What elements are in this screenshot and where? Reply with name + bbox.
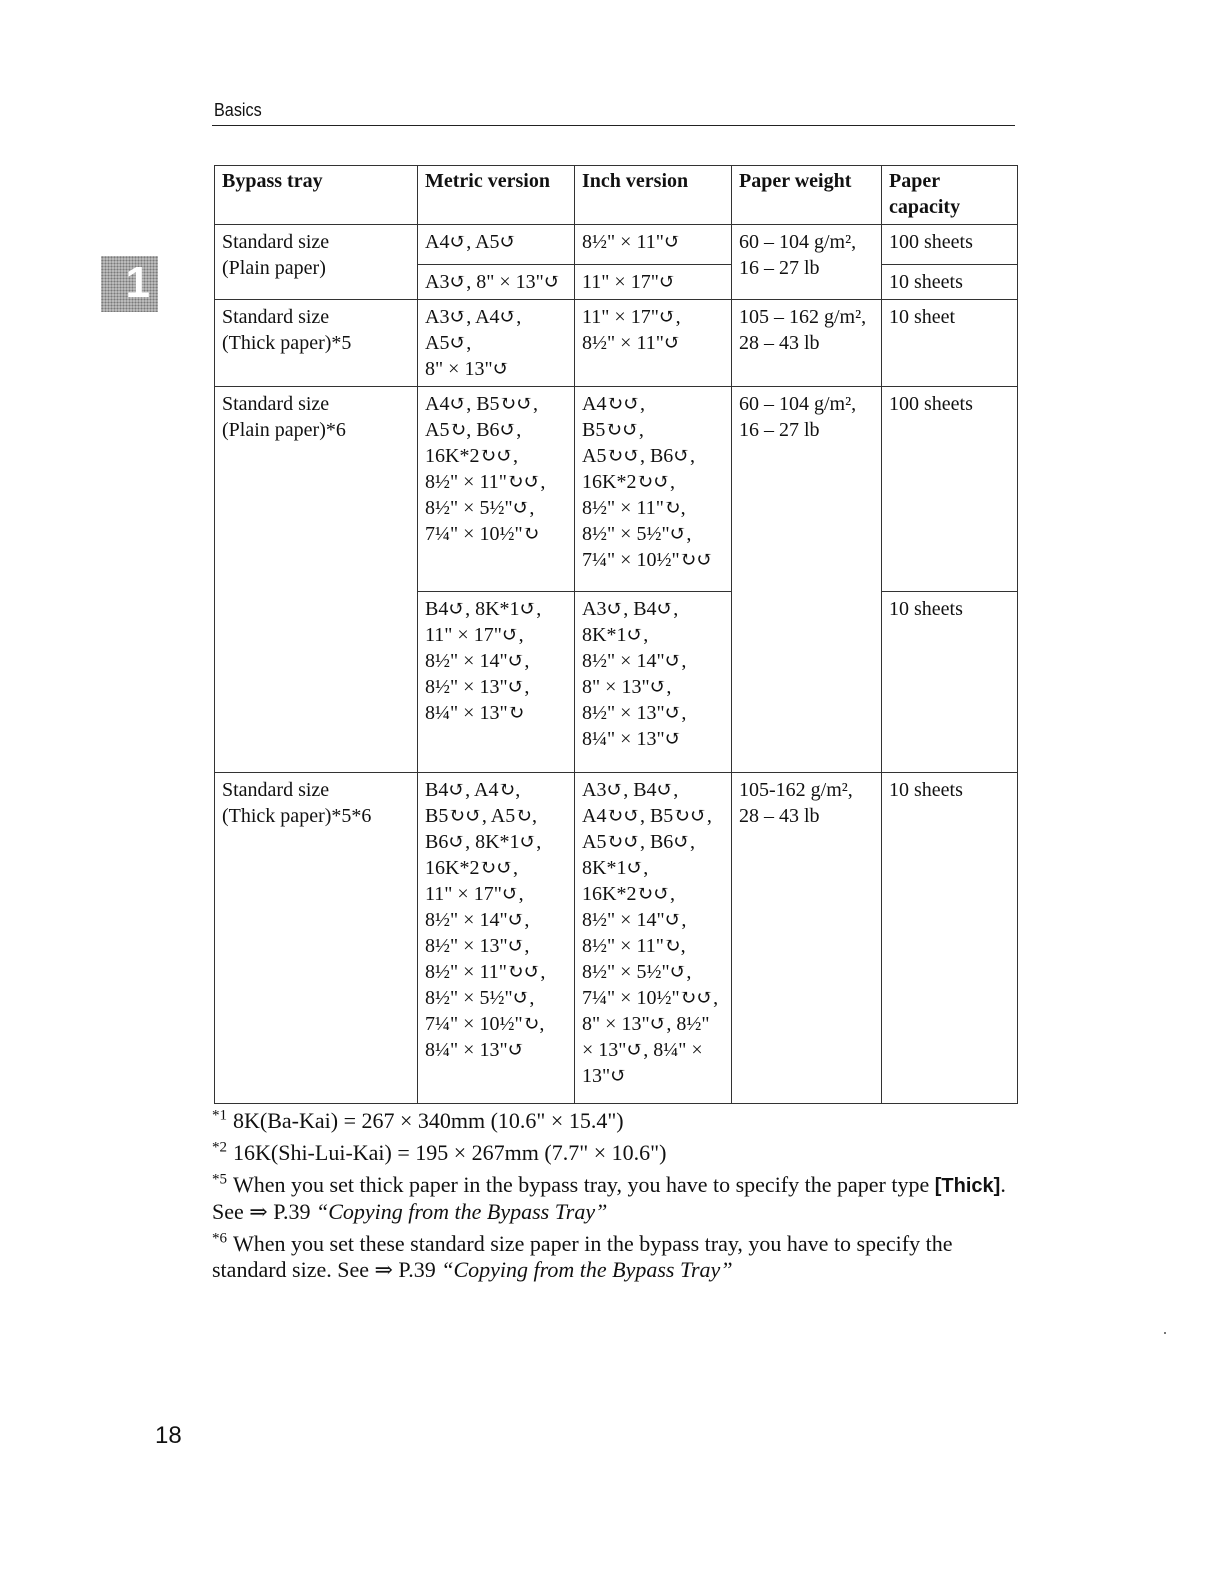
- cell-line: 8½" × 14"↺,: [425, 909, 530, 931]
- metric-cell: [418, 773, 575, 1104]
- cell-line: A3↺, B4↺,: [582, 779, 679, 801]
- cell-line: 8K*1↺,: [582, 624, 649, 646]
- footnote-marker: *6: [212, 1230, 227, 1247]
- cell-line: (Thick paper)*5*6: [222, 805, 372, 827]
- footnote-text: 16K(Shi-Lui-Kai) = 195 × 267mm (7.7" × 10.6"): [233, 1140, 667, 1165]
- cell-line: 11" × 17"↺,: [582, 306, 681, 328]
- inch-cell: [575, 387, 732, 592]
- footnote-text: . See ⇒ P.39: [212, 1172, 1006, 1224]
- cell-line: 16K*2↻↺,: [582, 471, 675, 493]
- cell-line: 7¼" × 10½"↻: [425, 523, 540, 545]
- cell-line: 10 sheets: [889, 271, 963, 293]
- cell-line: 8½" × 5½"↺,: [582, 961, 692, 983]
- cell-line: × 13"↺, 8¼" ×: [582, 1039, 703, 1061]
- cell-line: 16K*2↻↺,: [582, 883, 675, 905]
- cell-line: 11" × 17"↺: [582, 271, 676, 293]
- cell-line: 8½" × 14"↺,: [425, 650, 530, 672]
- header-cell: Paper weight: [732, 166, 882, 225]
- chapter-tab: [101, 256, 158, 312]
- footnote-text: When you set thick paper in the bypass tray, you have to specify the paper type: [233, 1172, 935, 1197]
- cell-line: 105 – 162 g/m²,: [739, 306, 867, 328]
- cell-line: B5↻↺,: [582, 419, 644, 441]
- cell-line: 8" × 13"↺, 8½": [582, 1013, 710, 1035]
- header-cell: Metric version: [418, 166, 575, 225]
- header-rule: [212, 125, 1015, 126]
- running-header: Basics: [214, 100, 262, 120]
- cell-line: 8K*1↺,: [582, 857, 649, 879]
- cell-line: 8¼" × 13"↻: [425, 702, 525, 724]
- tray-cell: [215, 387, 418, 773]
- weight-cell: [732, 773, 882, 1104]
- metric-cell: [418, 300, 575, 387]
- metric-cell: [418, 265, 575, 300]
- cell-line: 7¼" × 10½"↻↺,: [582, 987, 719, 1009]
- cross-reference: “Copying from the Bypass Tray”: [441, 1257, 733, 1282]
- cell-line: 13"↺: [582, 1065, 627, 1087]
- cell-line: 10 sheet: [889, 306, 956, 328]
- inch-cell: [575, 592, 732, 773]
- footnote-marker: *5: [212, 1171, 227, 1188]
- cell-line: 8½" × 11"↻↺,: [425, 961, 546, 983]
- cell-line: 100 sheets: [889, 393, 973, 415]
- footnote: [212, 1108, 1015, 1134]
- cell-line: A5↻, B6↺,: [425, 419, 522, 441]
- cell-line: 8½" × 14"↺,: [582, 650, 687, 672]
- cell-line: 11" × 17"↺,: [425, 883, 524, 905]
- cell-line: 8½" × 11"↺: [582, 332, 681, 354]
- cell-line: A4↺, B5↻↺,: [425, 393, 539, 415]
- weight-cell: [732, 225, 882, 300]
- cell-line: 60 – 104 g/m²,: [739, 393, 857, 415]
- weight-cell: [732, 300, 882, 387]
- cell-line: 8½" × 13"↺,: [425, 676, 530, 698]
- table-row: [215, 773, 1018, 1104]
- cell-line: A5↺,: [425, 332, 472, 354]
- cell-line: A4↻↺, B5↻↺,: [582, 805, 712, 827]
- cell-line: 16 – 27 lb: [739, 419, 820, 441]
- cell-line: A3↺, A4↺,: [425, 306, 522, 328]
- table-row: [215, 225, 1018, 265]
- inch-cell: [575, 300, 732, 387]
- cell-line: 28 – 43 lb: [739, 332, 820, 354]
- footnotes: [212, 1108, 1015, 1289]
- weight-cell: [732, 387, 882, 773]
- capacity-cell: [882, 592, 1018, 773]
- metric-cell: [418, 387, 575, 592]
- inch-cell: [575, 265, 732, 300]
- header-cell: Bypass tray: [215, 166, 418, 225]
- cell-line: (Thick paper)*5: [222, 332, 352, 354]
- footnote-marker: *1: [212, 1107, 227, 1124]
- cell-line: 28 – 43 lb: [739, 805, 820, 827]
- footnote: [212, 1172, 1015, 1225]
- footnote-text: When you set these standard size paper in the bypass tray, you have to specify the standard size. See ⇒ P.39: [212, 1231, 953, 1282]
- cell-line: 16K*2↻↺,: [425, 857, 518, 879]
- cell-line: (Plain paper)*6: [222, 419, 346, 441]
- cell-line: 8½" × 5½"↺,: [425, 497, 535, 519]
- cross-reference: “Copying from the Bypass Tray”: [316, 1199, 608, 1224]
- tray-cell: [215, 773, 418, 1104]
- header-cell: Inch version: [575, 166, 732, 225]
- cell-line: Standard size: [222, 306, 330, 328]
- capacity-cell: [882, 387, 1018, 592]
- cell-line: Standard size: [222, 231, 330, 253]
- cell-line: 7¼" × 10½"↻,: [425, 1013, 545, 1035]
- cell-line: 8½" × 11"↺: [582, 231, 681, 253]
- cell-line: (Plain paper): [222, 257, 326, 279]
- thick-key-label: [Thick]: [934, 1175, 1001, 1197]
- bypass-tray-table: [214, 165, 1018, 1104]
- cell-line: 10 sheets: [889, 779, 963, 801]
- scan-speck: [1164, 1332, 1166, 1334]
- chapter-number: 1: [125, 258, 150, 307]
- cell-line: B6↺, 8K*1↺,: [425, 831, 542, 853]
- cell-line: A3↺, 8" × 13"↺: [425, 271, 561, 293]
- capacity-cell: [882, 773, 1018, 1104]
- cell-line: B5↻↺, A5↻,: [425, 805, 537, 827]
- cell-line: 100 sheets: [889, 231, 973, 253]
- metric-cell: [418, 592, 575, 773]
- cell-line: 8¼" × 13"↺: [582, 728, 682, 750]
- cell-line: 105-162 g/m²,: [739, 779, 853, 801]
- cell-line: 8½" × 11"↻,: [582, 497, 686, 519]
- tray-cell: [215, 225, 418, 300]
- tray-cell: [215, 300, 418, 387]
- cell-line: 7¼" × 10½"↻↺: [582, 549, 714, 571]
- cell-line: 8½" × 5½"↺,: [425, 987, 535, 1009]
- table-header-row: [215, 166, 1018, 225]
- footnote-text: 8K(Ba-Kai) = 267 × 340mm (10.6" × 15.4"): [233, 1108, 624, 1133]
- cell-line: A4↺, A5↺: [425, 231, 517, 253]
- cell-line: 8½" × 13"↺,: [425, 935, 530, 957]
- cell-line: 8½" × 5½"↺,: [582, 523, 692, 545]
- capacity-cell: [882, 300, 1018, 387]
- cell-line: A4↻↺,: [582, 393, 645, 415]
- cell-line: A5↻↺, B6↺,: [582, 445, 696, 467]
- cell-line: B4↺, A4↻,: [425, 779, 521, 801]
- header-cell: Paper capacity: [882, 166, 1018, 225]
- cell-line: 10 sheets: [889, 598, 963, 620]
- table-row: [215, 300, 1018, 387]
- cell-line: 8½" × 11"↻↺,: [425, 471, 546, 493]
- footnote: [212, 1140, 1015, 1166]
- cell-line: A3↺, B4↺,: [582, 598, 679, 620]
- metric-cell: [418, 225, 575, 265]
- cell-line: A5↻↺, B6↺,: [582, 831, 696, 853]
- footnote: [212, 1231, 1015, 1283]
- page-number: 18: [155, 1422, 182, 1449]
- cell-line: 8" × 13"↺,: [582, 676, 672, 698]
- cell-line: Standard size: [222, 393, 330, 415]
- cell-line: 8½" × 14"↺,: [582, 909, 687, 931]
- cell-line: 8½" × 13"↺,: [582, 702, 687, 724]
- table-row: [215, 387, 1018, 592]
- capacity-cell: [882, 225, 1018, 265]
- cell-line: B4↺, 8K*1↺,: [425, 598, 542, 620]
- cell-line: 8¼" × 13"↺: [425, 1039, 525, 1061]
- cell-line: 8½" × 11"↻,: [582, 935, 686, 957]
- cell-line: 16K*2↻↺,: [425, 445, 518, 467]
- cell-line: Standard size: [222, 779, 330, 801]
- inch-cell: [575, 225, 732, 265]
- cell-line: 8" × 13"↺: [425, 358, 510, 380]
- inch-cell: [575, 773, 732, 1104]
- cell-line: 16 – 27 lb: [739, 257, 820, 279]
- footnote-marker: *2: [212, 1139, 227, 1156]
- cell-line: 60 – 104 g/m²,: [739, 231, 857, 253]
- cell-line: 11" × 17"↺,: [425, 624, 524, 646]
- capacity-cell: [882, 265, 1018, 300]
